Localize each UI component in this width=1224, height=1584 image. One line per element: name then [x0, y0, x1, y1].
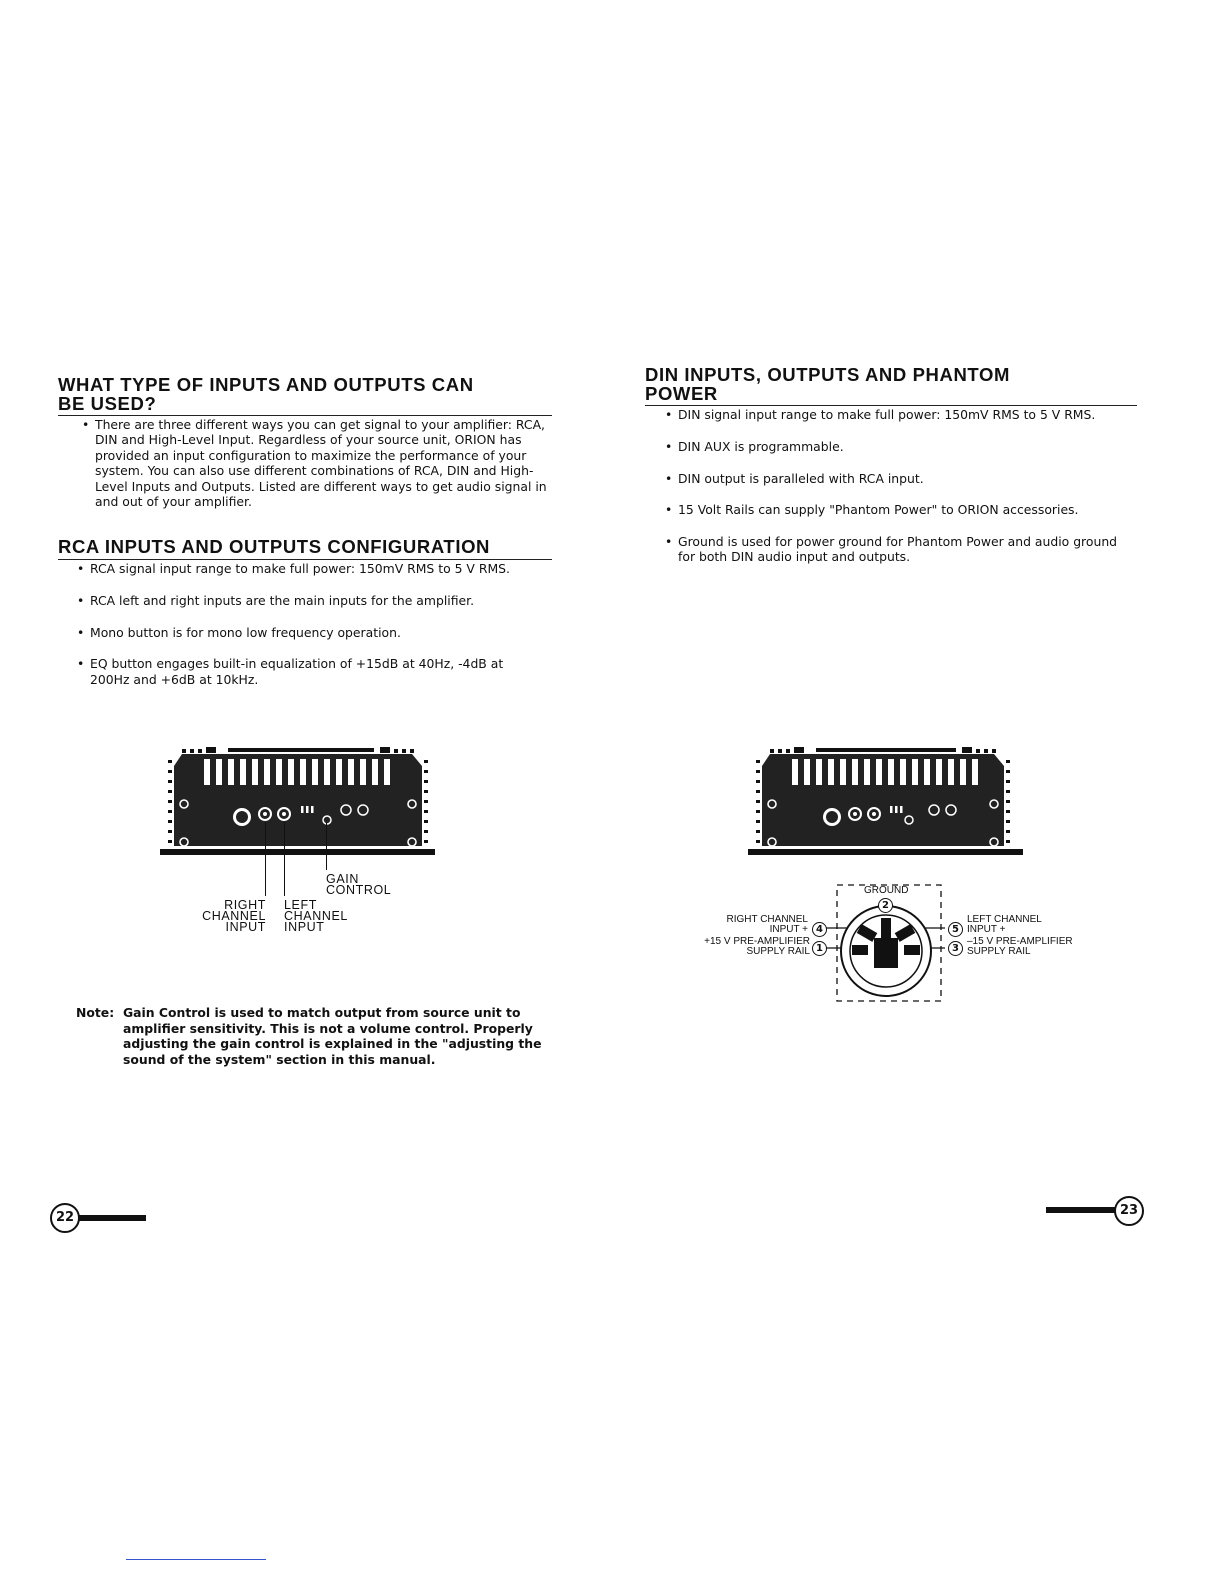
din-heading-line-1: DIN INPUTS, OUTPUTS AND PHANTOM — [645, 364, 1010, 385]
din-bullet-rails: • 15 Volt Rails can supply "Phantom Power" to ORION accessories. — [663, 502, 1133, 517]
ground-label: GROUND — [864, 885, 909, 896]
din-bullet-signal-range: • DIN signal input range to make full power: 150mV RMS to 5 V RMS. — [663, 407, 1133, 422]
intro-bullet-list — [80, 417, 550, 509]
right-channel-label — [180, 900, 266, 933]
din-pin-4: 4 — [812, 922, 827, 937]
right-label-line-3: INPUT — [225, 920, 266, 934]
footer-link-underline — [126, 1559, 266, 1560]
right-input-pointer — [265, 822, 266, 896]
heading-line-1: WHAT TYPE OF INPUTS AND OUTPUTS CAN — [58, 374, 474, 395]
rca-heading: RCA INPUTS AND OUTPUTS CONFIGURATION — [58, 536, 491, 557]
note-text: Gain Control is used to match output from source unit to amplifier sensitivity. This is not a volume control. Properly adjusting the gain control is explained in the "adjusting the sound of the system" section in this manual. — [123, 1005, 542, 1067]
left-input-pointer — [284, 822, 285, 896]
din-bullet-output: • DIN output is paralleled with RCA input. — [663, 471, 1133, 486]
page-number-bar-left — [78, 1215, 146, 1221]
rca-bullet-eq: • EQ button engages built-in equalization of +15dB at 40Hz, -4dB at 200Hz and +6dB at 10kHz. — [75, 656, 545, 687]
gain-label-line-2: CONTROL — [326, 883, 392, 897]
page-number-22: 22 — [50, 1203, 80, 1233]
left-label-line-3: INPUT — [284, 920, 325, 934]
plus-15v-rail-label — [660, 937, 810, 957]
inputs-outputs-heading — [58, 375, 474, 413]
right-channel-line-1: RIGHT CHANNEL — [726, 914, 808, 925]
plus15-line-2: SUPPLY RAIL — [746, 946, 810, 957]
din-pin-3: 3 — [948, 941, 963, 956]
right-channel-input-label — [680, 915, 808, 935]
gain-label-line-1: GAIN — [326, 872, 359, 886]
rca-bullet-main-inputs: • RCA left and right inputs are the main inputs for the amplifier. — [75, 593, 545, 608]
left-channel-line-2: INPUT + — [967, 924, 1006, 935]
rca-heading-rule — [58, 559, 552, 560]
intro-bullet: • There are three different ways you can get signal to your amplifier: RCA, DIN and High-Level Input. Regardless of your source unit, ORION has provided an input configuration to maximize the performance of your system. You can also use different combinations of RCA, DIN and High-Level Inputs and Outputs. Listed are different ways to get audio signal in and out of your amplifier. — [80, 417, 550, 509]
gain-control-label — [326, 874, 391, 896]
minus-15v-rail-label — [967, 937, 1073, 957]
din-heading — [645, 365, 1010, 403]
amplifier-panel-illustration-din — [748, 744, 1023, 859]
heading-rule — [58, 415, 552, 416]
page-number-23: 23 — [1114, 1196, 1144, 1226]
left-channel-label — [284, 900, 348, 933]
left-label-line-2: CHANNEL — [284, 909, 348, 923]
din-heading-rule — [645, 405, 1137, 406]
right-channel-line-2: INPUT + — [769, 924, 808, 935]
rca-bullet-signal-range: • RCA signal input range to make full power: 150mV RMS to 5 V RMS. — [75, 561, 545, 576]
rca-bullet-list — [75, 561, 545, 687]
din-pin-2: 2 — [878, 898, 893, 913]
note-label: Note: — [76, 1005, 115, 1020]
din-pin-1: 1 — [812, 941, 827, 956]
amplifier-panel-illustration — [160, 744, 435, 859]
din-bullet-list — [663, 407, 1133, 564]
din-bullet-ground: • Ground is used for power ground for Phantom Power and audio ground for both DIN audio input and outputs. — [663, 534, 1133, 565]
left-channel-input-label — [967, 915, 1042, 935]
din-heading-line-2: POWER — [645, 383, 718, 404]
minus15-line-1: –15 V PRE-AMPLIFIER — [967, 936, 1073, 947]
gain-pointer — [326, 822, 327, 870]
right-label-line-1: RIGHT — [224, 898, 266, 912]
din-pin-5: 5 — [948, 922, 963, 937]
plus15-line-1: +15 V PRE-AMPLIFIER — [704, 936, 810, 947]
rca-bullet-mono: • Mono button is for mono low frequency operation. — [75, 625, 545, 640]
minus15-line-2: SUPPLY RAIL — [967, 946, 1031, 957]
heading-line-2: BE USED? — [58, 393, 157, 414]
left-channel-line-1: LEFT CHANNEL — [967, 914, 1042, 925]
din-bullet-aux: • DIN AUX is programmable. — [663, 439, 1133, 454]
left-label-line-1: LEFT — [284, 898, 317, 912]
page-number-bar-right — [1046, 1207, 1116, 1213]
right-label-line-2: CHANNEL — [202, 909, 266, 923]
